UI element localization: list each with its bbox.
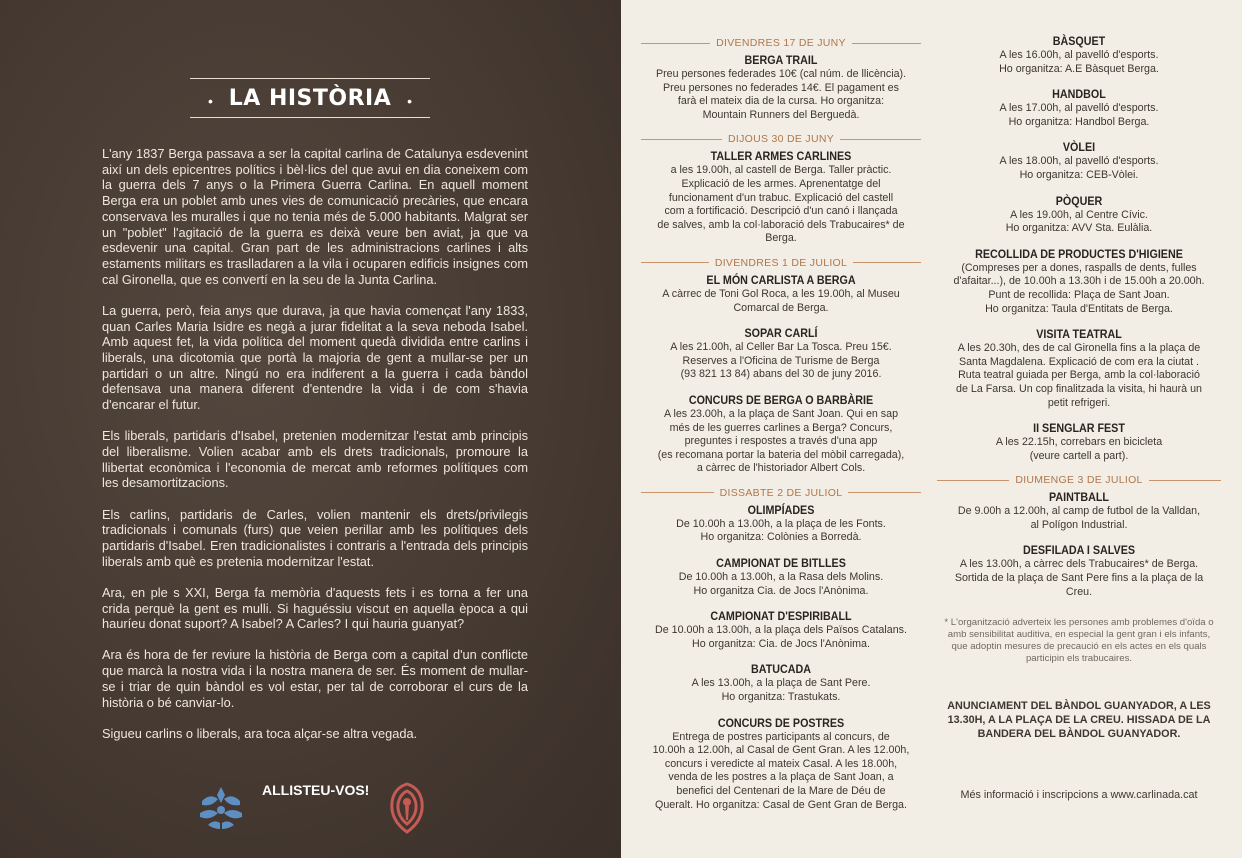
event-title: HANDBOL (1052, 87, 1106, 102)
event-detail-line: Preu persones no federades 14€. El pagament es (663, 81, 899, 94)
program-column-left (641, 34, 921, 823)
event-detail-line: A les 13.00h, a càrrec dels Trabucaires* de Berga. (959, 558, 1199, 571)
event-detail-line: al Polígon Industrial. (1030, 518, 1128, 531)
event-detail-line: com a fortificació. Descripció d'un canó i llançada (664, 205, 898, 218)
event-olimpiades (641, 503, 921, 545)
day-header (641, 133, 921, 145)
event-detail-line: de La Farsa. Un cop finalitzada la visita, hi haurà un (956, 382, 1202, 395)
event-detail-line: 10.00h a 12.00h, al Casal de Gent Gran. A les 12.00h, (652, 744, 910, 757)
event-title: TALLER ARMES CARLINES (710, 149, 852, 164)
event-detail-line: a les 19.00h, al castell de Berga. Taller pràctic. (670, 164, 892, 177)
day-header (641, 37, 921, 49)
event-title: VISITA TEATRAL (1036, 327, 1122, 342)
event-detail-line: A les 21.00h, al Celler Bar La Tosca. Preu 15€. (670, 341, 892, 354)
event-detail-line: De 9.00h a 12.00h, al camp de futbol de la Valldan, (957, 505, 1201, 518)
event-detail-line: Ho organitza: A.E Bàsquet Berga. (999, 62, 1159, 75)
carlist-emblem-icon (384, 780, 430, 836)
event-detail-line: Queralt. Ho organitza: Casal de Gent Gran de Berga. (655, 798, 907, 811)
event-poquer (937, 194, 1221, 236)
event-detail-line: Entrega de postres participants al concurs, de (672, 730, 890, 743)
event-detail-line: Creu. (1065, 585, 1093, 598)
event-detail-line: A les 22.15h, correbars en bicicleta (995, 436, 1163, 449)
event-detail-line: A càrrec de Toni Gol Roca, a les 19.00h, al Museu (662, 287, 900, 300)
event-sopar-carli (641, 326, 921, 382)
slogan: ALLISTEU-VOS! (262, 782, 370, 798)
event-detail-line: a càrrec de l'historiador Albert Cols. (696, 462, 866, 475)
event-title: OLIMPÍADES (747, 502, 815, 517)
event-detail-line: funcionament d'un trabuc. Explicació del castell (668, 191, 894, 204)
event-detail-line: Ho organitza: Trastukats. (721, 691, 841, 704)
day-label: DIVENDRES 1 DE JULIOL (714, 256, 848, 269)
event-detail-line: Berga. (765, 232, 797, 245)
event-title: CAMPIONAT D'ESPIRIBALL (710, 609, 852, 624)
event-berga-trail (641, 53, 921, 122)
event-detail-line: De 10.00h a 13.00h, a la plaça de les Fonts. (676, 517, 886, 530)
event-batucada (641, 662, 921, 704)
event-detail-line: preguntes i respostes a través d'una app (684, 435, 878, 448)
event-title: BERGA TRAIL (744, 53, 818, 67)
event-desfilada-i-salves (937, 543, 1221, 599)
event-detail-line: Preu persones federades 10€ (cal núm. de llicència). (655, 68, 907, 80)
event-concurs-de-berga-o-barbarie (641, 393, 921, 476)
event-title: BÀSQUET (1052, 34, 1106, 48)
day-header (937, 474, 1221, 486)
title-bullet-right: • (407, 93, 412, 109)
day-header (641, 257, 921, 269)
event-detail-line: (es recomana portar la bateria del mòbil carregada), (657, 448, 905, 461)
event-detail-line: Reserves a l'Oficina de Turisme de Berga (682, 354, 880, 367)
event-detail-line: A les 19.00h, al Centre Cívic. (1010, 208, 1148, 221)
event-detail-line: Ho organitza: Taula d'Entitats de Berga. (985, 302, 1173, 315)
event-detail-line: de salves, amb la col·laboració dels Trabucaires* de (657, 218, 905, 231)
program-column-right-items (937, 34, 1221, 599)
event-detail-line: benefici del Centenari de la Mare de Déu de (676, 785, 886, 797)
event-visita-teatral (937, 327, 1221, 410)
event-campionat-d-espiriball (641, 609, 921, 651)
event-title: EL MÓN CARLISTA A BERGA (706, 272, 856, 287)
history-title: LA HISTÒRIA (228, 85, 392, 111)
title-bullet-left: • (208, 93, 213, 109)
history-text (102, 146, 528, 757)
event-detail-line: Santa Magdalena. Explicació de com era la ciutat . (958, 355, 1199, 368)
event-detail-line: A les 18.00h, al pavelló d'esports. (999, 155, 1159, 168)
event-title: PAINTBALL (1049, 490, 1109, 505)
event-detail-line: concurs i veredicte al mateix Casal. A les 18.00h, (664, 757, 898, 770)
event-detail-line: Comarcal de Berga. (733, 301, 829, 314)
event-detail-line: Ho organitza: AVV Sta. Eulàlia. (1005, 222, 1153, 235)
event-title: CONCURS DE POSTRES (717, 715, 845, 730)
event-detail-line: Mountain Runners del Berguedà. (702, 108, 860, 121)
event-title: II SENGLAR FEST (1033, 421, 1125, 436)
event-detail-line: Ho organitza Cia. de Jocs l'Anònima. (693, 584, 869, 597)
day-label: DIVENDRES 17 DE JUNY (716, 37, 846, 49)
day-label: DIUMENGE 3 DE JULIOL (1015, 474, 1143, 487)
event-detail-line: Ruta teatral guiada per Berga, amb la col·laboració (958, 369, 1200, 382)
event-detail-line: Punt de recollida: Plaça de Sant Joan. (988, 288, 1170, 301)
event-detail-line: A les 17.00h, al pavelló d'esports. (999, 102, 1159, 115)
program-panel (621, 0, 1242, 858)
history-paragraph: L'any 1837 Berga passava a ser la capital carlina de Catalunya esdevenint així un dels epicentres polítics i bèl·lics del que avui en dia coneixem com la guerra dels 7 anys o la Primera Guerra Carlina. En aquell moment Berga era un poblet amb unes vies de comunicació precàries, que encara conservava les muralles i que no tenia més de 5.000 habitants. Malgrat ser un "poblet" l'agitació de la guerra es deixà veure ben aviat, ja que va esdevenir una capital. Gran part de les administracions carlines i alts estaments militars es traslladaren a la vila i ocuparen edificis insignes com cal Gironella, que es convertí en la seu de la Junta Carlina. (102, 146, 528, 287)
event-detail-line: venda de les postres a la plaça de Sant Joan, a (668, 771, 894, 784)
event-title: SOPAR CARLÍ (744, 326, 818, 341)
event-title: BATUCADA (751, 662, 811, 677)
history-paragraph: Ara, en ple s XXI, Berga fa memòria d'aquests fets i es torna a fer una crida perquè la gent es mulli. Si haguéssiu viscut en aquella època a qui hauríeu donat suport? A Isabel? A Carles? I qui hauria guanyat? (102, 584, 528, 632)
history-paragraph: Sigueu carlins o liberals, ara toca alçar-se altra vegada. (102, 725, 418, 741)
event-title: DESFILADA I SALVES (1022, 543, 1136, 558)
event-taller-armes-carlines (641, 149, 921, 246)
event-detail-line: (veure cartell a part). (1029, 449, 1129, 462)
event-title: PÒQUER (1055, 193, 1103, 208)
event-detail-line: Explicació de les armes. Aprenentatge del (681, 177, 881, 190)
liberal-emblem-icon (196, 783, 246, 833)
day-header (641, 487, 921, 499)
history-paragraph: Els carlins, partidaris de Carles, volien mantenir els drets/privilegis tradicionals i comunals (furs) que veien perillar amb les polítiques dels partidaris d'Isabel. Eren tradicionalistes i contraris a l'entrada dels principis liberals amb què es pretenia modernitzar l'estat. (102, 506, 528, 569)
event-detail-line: (Compreses per a dones, raspalls de dents, fulles (961, 261, 1197, 274)
event-detail-line: De 10.00h a 13.00h, a la plaça dels Països Catalans. (655, 624, 907, 637)
event-el-mon-carlista-a-berga (641, 273, 921, 315)
day-label: DIJOUS 30 DE JUNY (727, 133, 835, 146)
event-concurs-de-postres (641, 716, 921, 813)
event-detail-line: petit refrigeri. (1047, 396, 1111, 409)
day-label: DISSABTE 2 DE JULIOL (719, 486, 843, 499)
event-detail-line: (93 821 13 84) abans del 30 de juny 2016. (680, 368, 882, 381)
event-title: CONCURS DE BERGA O BARBÀRIE (688, 392, 874, 407)
event-detail-line: més de les guerres carlines a Berga? Concurs, (669, 421, 893, 434)
event-detail-line: farà el mateix dia de la cursa. Ho organitza: (677, 95, 885, 108)
event-detail-line: De 10.00h a 13.00h, a la Rasa dels Molins. (678, 571, 884, 584)
history-title-box (190, 78, 430, 118)
event-title: RECOLLIDA DE PRODUCTES D'HIGIENE (975, 246, 1183, 261)
program-column-right (937, 34, 1221, 801)
event-detail-line: Ho organitza: Cia. de Jocs l'Anònima. (692, 637, 870, 650)
winner-announcement: ANUNCIAMENT DEL BÀNDOL GUANYADOR, A LES 13.30H, A LA PLAÇA DE LA CREU. HISSADA DE LA BANDERA DEL BÀNDOL GUANYADOR. (947, 700, 1211, 741)
history-paragraph: La guerra, però, feia anys que durava, ja que havia començat l'any 1833, quan Carles Maria Isidre es negà a jurar fidelitat a la seva neboda Isabel. Amb aquest fet, la vida política del moment quedà dividida entre carlins i liberals, una dicotomia que portà la majoria de gent a mullar-se per un partidari o un altre. Ningú no era indiferent a la guerra i cada bàndol defensava una manera diferent d'entendre la vida i de com s'havia d'encarar el futur. (102, 302, 528, 413)
event-detail-line: A les 16.00h, al pavelló d'esports. (999, 49, 1159, 61)
event-volei (937, 140, 1221, 182)
more-info: Més informació i inscripcions a www.carlinada.cat (960, 789, 1198, 802)
event-detail-line: Ho organitza: CEB-Vòlei. (1019, 168, 1139, 181)
event-detail-line: Ho organitza: Handbol Berga. (1008, 115, 1150, 128)
event-basquet (937, 34, 1221, 76)
event-handbol (937, 87, 1221, 129)
event-detail-line: d'afaitar...), de 10.00h a 13.30h i de 15.00h a 20.00h. (953, 275, 1205, 288)
event-detail-line: Sortida de la plaça de Sant Pere fins a la plaça de la (954, 572, 1204, 585)
event-detail-line: A les 13.00h, a la plaça de Sant Pere. (691, 677, 871, 690)
event-detail-line: Ho organitza: Colònies a Borredà. (700, 531, 862, 544)
history-paragraph: Els liberals, partidaris d'Isabel, pretenien modernitzar l'estat amb principis del liberalisme. Volien acabar amb els drets tradicionals, promoure la llibertat econòmica i l'economia de mercat amb reformes polítiques com les desamortitzacions. (102, 428, 528, 491)
event-detail-line: A les 23.00h, a la plaça de Sant Joan. Qui en sap (663, 407, 899, 420)
event-ii-senglar-fest (937, 421, 1221, 463)
event-recollida-de-productes-d-higiene (937, 247, 1221, 316)
event-campionat-de-bitlles (641, 556, 921, 598)
history-paragraph: Ara és hora de fer reviure la història de Berga com a capital d'un conflicte que marcà la nostra vida i la nostra manera de ser. És moment de mullar-se i triar de quin bàndol es vol estar, per tal de corroborar el curs de la història o bé canviar-lo. (102, 647, 528, 710)
event-detail-line: A les 20.30h, des de cal Gironella fins a la plaça de (957, 342, 1201, 355)
safety-note: * L'organització adverteix les persones amb problemes d'oïda o amb sensibilitat auditiva, en especial la gent gran i els infants, que adoptin mesures de precaució en els actes en els quals participin els trabucaires. (944, 617, 1214, 665)
event-title: CAMPIONAT DE BITLLES (716, 556, 846, 571)
event-paintball (937, 490, 1221, 532)
event-title: VÒLEI (1062, 140, 1096, 155)
